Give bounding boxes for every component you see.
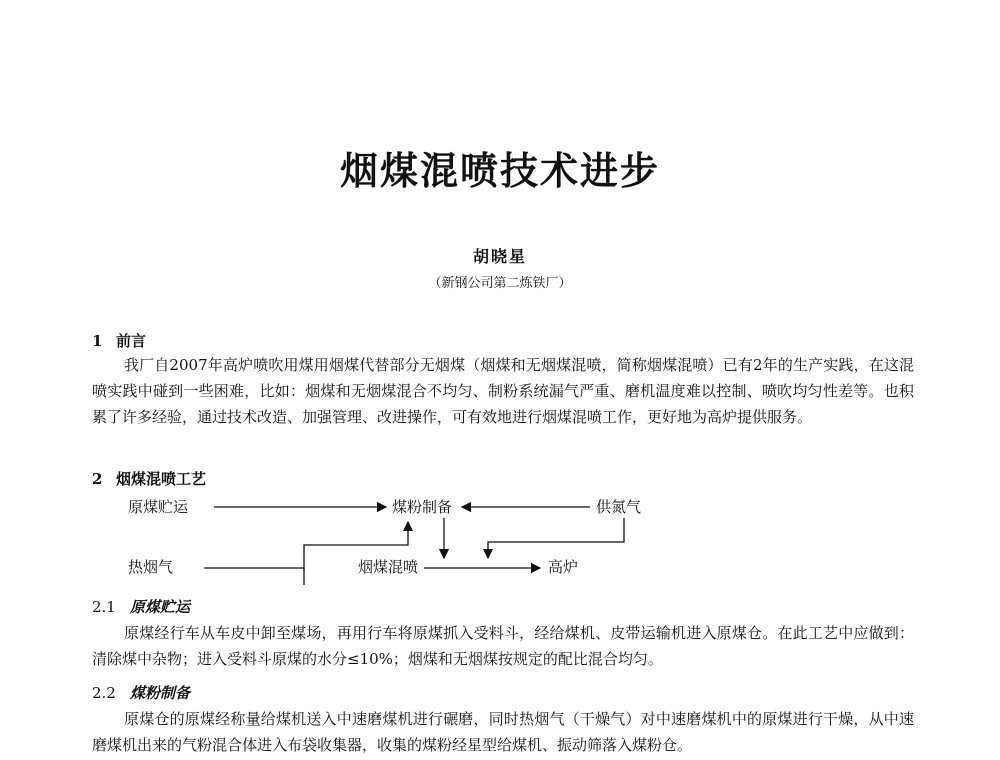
paper-title: 烟煤混喷技术进步 [339,148,660,193]
section-number: 1 [92,332,103,350]
arrow-nitrogen-to-inject [488,518,624,558]
node-nitrogen: 供氮气 [596,498,642,516]
section-title: 前言 [116,332,147,350]
process-flowchart [0,490,1000,585]
section-2-1-heading [92,596,190,617]
section-1-heading [92,330,146,351]
node-coal-powder: 煤粉制备 [392,498,453,516]
node-mix-inject: 烟煤混喷 [358,558,419,576]
section-title: 原煤贮运 [130,598,191,616]
section-title: 烟煤混喷工艺 [116,470,207,488]
author-affiliation: （新钢公司第二炼铁厂） [428,276,572,291]
author-name: 胡晓星 [472,247,527,266]
section-number: 2 [92,470,103,488]
node-furnace: 高炉 [548,558,579,576]
section-title: 煤粉制备 [130,684,191,702]
node-hot-gas: 热烟气 [128,558,174,576]
section-2-1-paragraph: 原煤经行车从车皮中卸至煤场，再用行车将原煤抓入受料斗，经给煤机、皮带运输机进入原煤仓。在此工艺中应做到：清除煤中杂物；进入受料斗原煤的水分≤10%；烟煤和无烟煤按规定的配比混合均匀。 [92,624,914,668]
section-2-2-paragraph: 原煤仓的原煤经称量给煤机送入中速磨煤机进行碾磨，同时热烟气（干燥气）对中速磨煤机中的原煤进行干燥，从中速磨煤机出来的气粉混合体进入布袋收集器，收集的煤粉经星型给煤机、振动筛落入煤粉仓。 [92,710,914,754]
section-1-paragraph: 我厂自2007年高炉喷吹用煤用烟煤代替部分无烟煤（烟煤和无烟煤混喷，简称烟煤混喷）已有2年的生产实践，在这混喷实践中碰到一些困难，比如：烟煤和无烟煤混合不均匀、制粉系统漏气严重、磨机温度难以控制、喷吹均匀性差等。也积累了许多经验，通过技术改造、加强管理、改进操作，可有效地进行烟煤混喷工作，更好地为高炉提供服务。 [92,356,914,426]
node-raw-coal: 原煤贮运 [128,498,189,516]
section-2-2-heading [92,682,190,703]
section-number: 2.2 [92,684,116,702]
section-number: 2.1 [92,598,116,616]
section-2-heading [92,468,206,489]
